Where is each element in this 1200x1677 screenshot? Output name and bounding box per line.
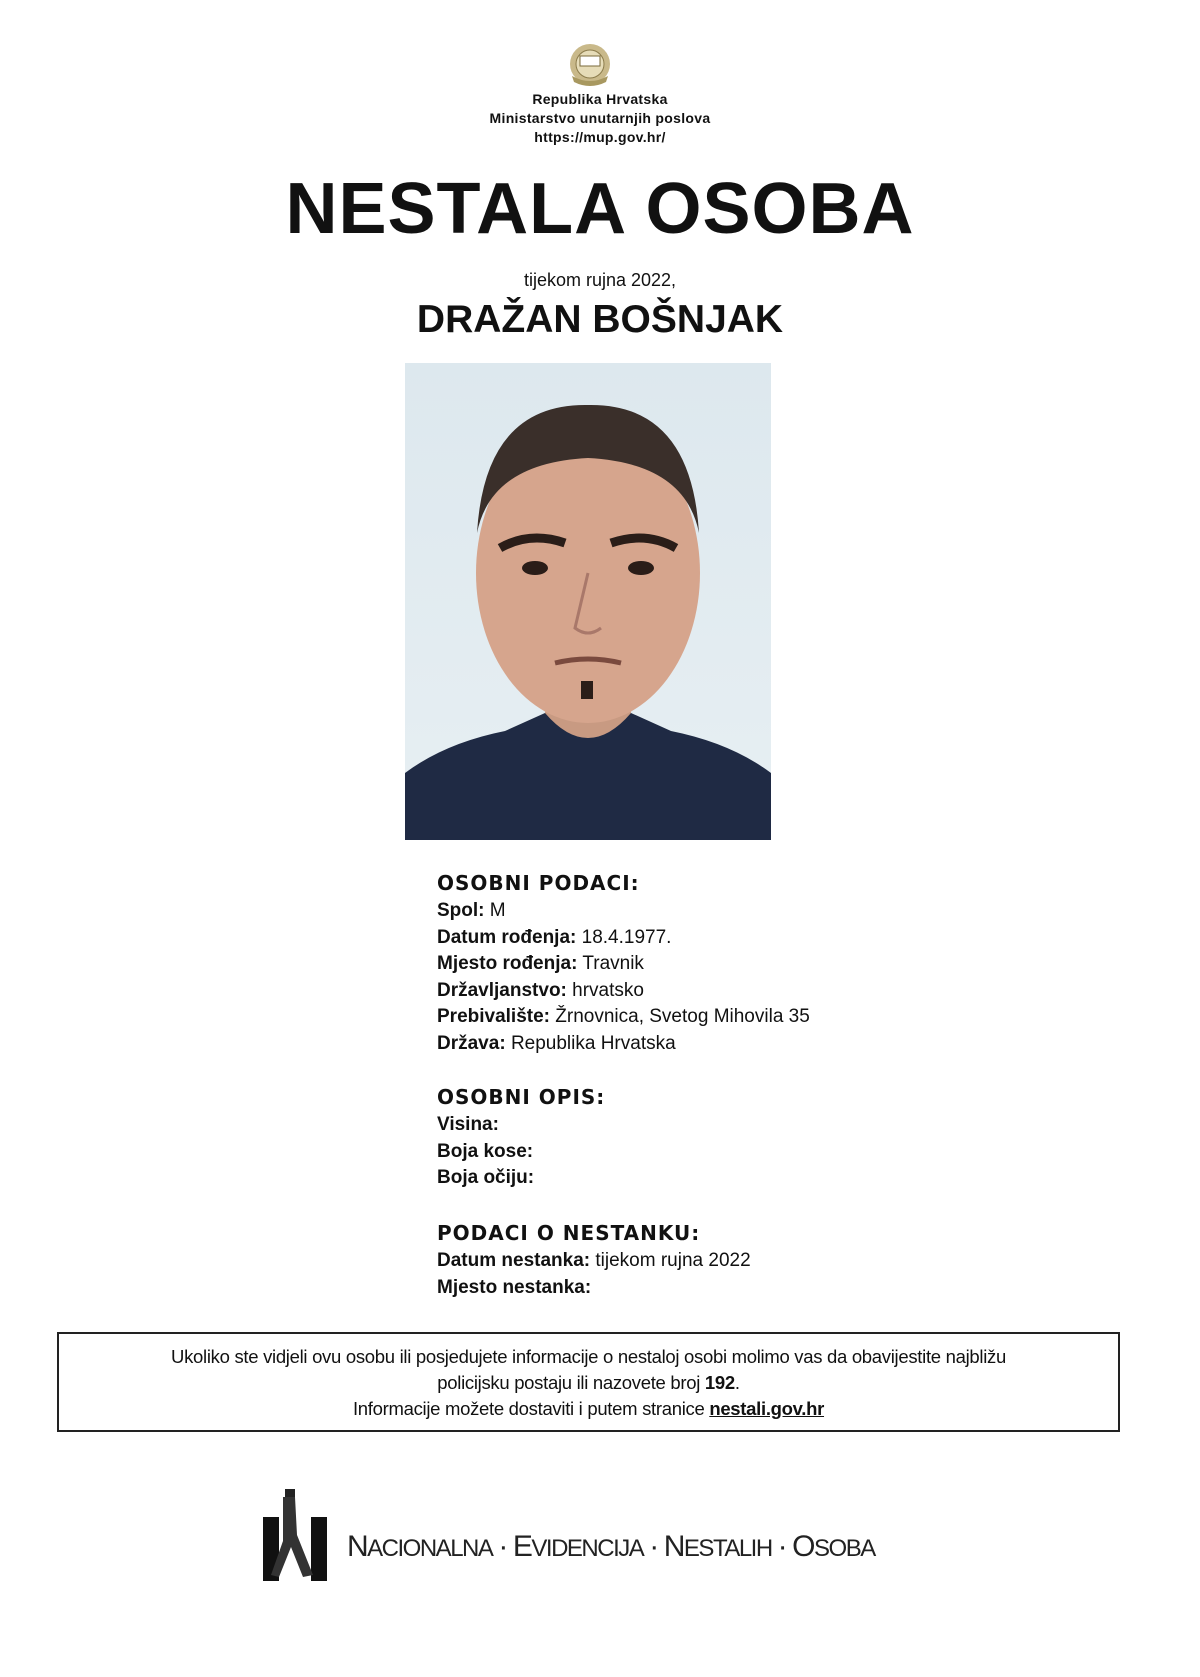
person-name: DRAŽAN BOŠNJAK [416, 298, 784, 341]
field-residence: Prebivalište: Žrnovnica, Svetog Mihovila 35 [437, 1006, 810, 1027]
subtitle: tijekom rujna 2022, [523, 270, 677, 290]
field-hair-color: Boja kose: [437, 1140, 534, 1162]
field-citizenship: Državljanstvo: hrvatsko [437, 979, 644, 1001]
notice-line-3: Informacije možete dostaviti i putem stranice nestali.gov.hr [352, 1398, 825, 1419]
person-photo [405, 363, 771, 840]
personal-data-section [437, 868, 810, 1057]
field-eye-color: Boja očiju: [437, 1167, 535, 1188]
field-birth-place: Mjesto rođenja: Travnik [437, 953, 644, 974]
disappearance-section [437, 1218, 751, 1301]
disappearance-heading: PODACI O NESTANKU: [437, 1221, 701, 1245]
field-country: Država: Republika Hrvatska [437, 1032, 676, 1054]
field-sex: Spol: M [437, 900, 506, 921]
nestali-link[interactable]: nestali.gov.hr [709, 1398, 825, 1419]
description-section [437, 1082, 605, 1192]
notice-line-1: Ukoliko ste vidjeli ovu osobu ili posjedujete informacije o nestaloj osobi molimo vas da obavijestite najbližu [171, 1346, 1006, 1367]
header-country: Republika Hrvatska [532, 91, 668, 107]
field-missing-date: Datum nestanka: tijekom rujna 2022 [437, 1250, 751, 1271]
nen-wordmark: NACIONALNA · EVIDENCIJA · NESTALIH · OSOBA [347, 1530, 875, 1563]
notice-box [57, 1332, 1120, 1432]
field-birth-date: Datum rođenja: 18.4.1977. [437, 926, 672, 948]
header-url[interactable]: https://mup.gov.hr/ [534, 129, 666, 145]
personal-data-heading: OSOBNI PODACI: [437, 871, 640, 895]
mup-seal-icon [566, 42, 614, 90]
notice-line-2: policijsku postaju ili nazovete broj 192. [437, 1372, 740, 1393]
field-missing-place: Mjesto nestanka: [437, 1276, 592, 1298]
page-title: NESTALA OSOBA [285, 169, 915, 249]
phone-number: 192 [704, 1372, 735, 1393]
header-ministry: Ministarstvo unutarnjih poslova [489, 110, 711, 126]
field-height: Visina: [437, 1114, 499, 1135]
description-heading: OSOBNI OPIS: [437, 1085, 606, 1109]
nen-logo-icon [263, 1485, 327, 1581]
